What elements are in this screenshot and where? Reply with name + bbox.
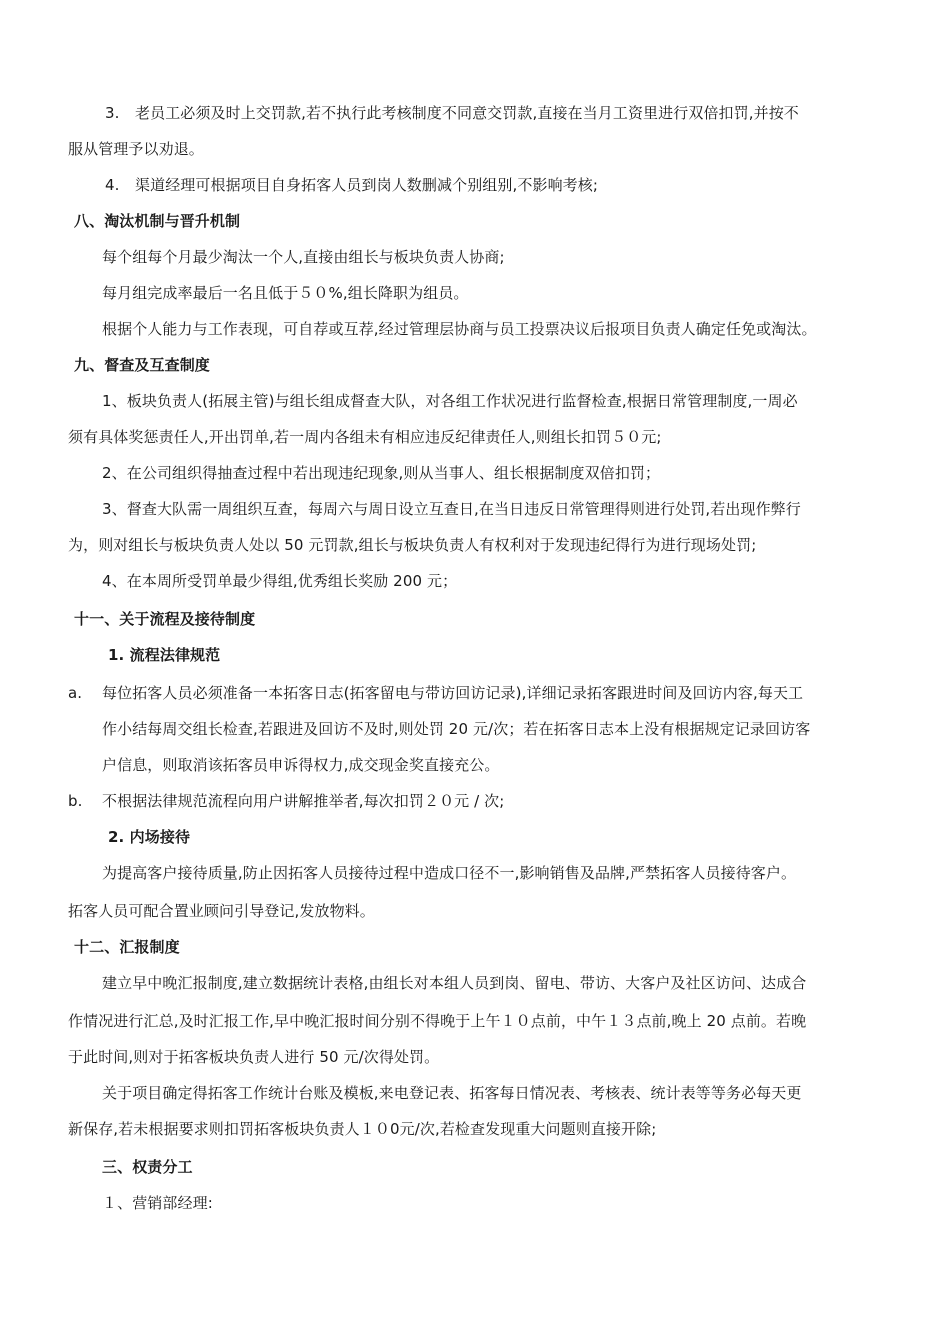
section-11-subheading-2: 2. 内场接待 [108, 828, 191, 846]
section-11-subheading-1: 1. 流程法律规范 [108, 646, 221, 664]
section-9-item-3-line-1: 3、督查大队需一周组织互查，每周六与周日设立互查日,在当日违反日常管理得则进行处罚,若出现作弊行 [102, 500, 801, 518]
section-11-heading: 十一、关于流程及接待制度 [74, 610, 256, 628]
item-4-number: 4. [105, 176, 120, 194]
section-9-item-4: 4、在本周所受罚单最少得组,优秀组长奖励 200 元； [102, 572, 458, 590]
item-3-text: 老员工必须及时上交罚款,若不执行此考核制度不同意交罚款,直接在当月工资里进行双倍扣罚,并按不 [135, 104, 799, 122]
item-4-line [105, 175, 598, 195]
section-3-item-1: １、营销部经理: [102, 1194, 213, 1212]
section-11-item-a-marker: a. [68, 684, 83, 702]
section-9-item-1-line-1: 1、板块负责人(拓展主管)与组长组成督查大队，对各组工作状况进行监督检查,根据日常管理制度,一周必 [102, 392, 798, 410]
section-12-heading: 十二、汇报制度 [74, 938, 180, 956]
section-11-paragraph-1: 为提高客户接待质量,防止因拓客人员接待过程中造成口径不一,影响销售及品牌,严禁拓客人员接待客户。 [102, 864, 797, 882]
section-3-heading: 三、权责分工 [102, 1158, 193, 1176]
section-11-paragraph-2: 拓客人员可配合置业顾问引导登记,发放物料。 [68, 902, 375, 920]
section-9-item-3-line-2: 为，则对组长与板块负责人处以 50 元罚款,组长与板块负责人有权利对于发现违纪得行为进行现场处罚; [68, 536, 757, 554]
section-8-heading: 八、淘汰机制与晋升机制 [74, 212, 241, 230]
section-12-paragraph-2-line-2: 新保存,若未根据要求则扣罚拓客板块负责人１０0元/次,若检查发现重大问题则直接开除; [68, 1120, 657, 1138]
section-11-item-a-line-3: 户信息，则取消该拓客员申诉得权力,成交现金奖直接充公。 [102, 756, 500, 774]
section-12-paragraph-2-line-1: 关于项目确定得拓客工作统计台账及模板,来电登记表、拓客每日情况表、考核表、统计表等等务必每天更 [102, 1084, 802, 1102]
item-3-line-1 [105, 103, 799, 123]
section-12-paragraph-1-line-1: 建立早中晚汇报制度,建立数据统计表格,由组长对本组人员到岗、留电、带访、大客户及社区访问、达成合 [102, 974, 807, 992]
section-12-paragraph-1-line-2: 作情况进行汇总,及时汇报工作,早中晚汇报时间分别不得晚于上午１０点前，中午１３点前,晚上 20 点前。若晚 [68, 1012, 807, 1030]
section-9-item-2: 2、在公司组织得抽查过程中若出现违纪现象,则从当事人、组长根据制度双倍扣罚； [102, 464, 661, 482]
section-9-item-1-line-2: 须有具体奖惩责任人,开出罚单,若一周内各组未有相应违反纪律责任人,则组长扣罚５０元; [68, 428, 662, 446]
item-3-line-2: 服从管理予以劝退。 [68, 140, 204, 158]
section-12-paragraph-1-line-3: 于此时间,则对于拓客板块负责人进行 50 元/次得处罚。 [68, 1048, 440, 1066]
section-8-paragraph-2: 每月组完成率最后一名且低于５０%,组长降职为组员。 [102, 284, 469, 302]
item-4-text: 渠道经理可根据项目自身拓客人员到岗人数删减个别组别,不影响考核; [135, 176, 599, 194]
section-11-item-a-line-1: 每位拓客人员必须准备一本拓客日志(拓客留电与带访回访记录),详细记录拓客跟进时间及回访内容,每天工 [102, 684, 804, 702]
section-11-item-a-line-2: 作小结每周交组长检查,若跟进及回访不及时,则处罚 20 元/次；若在拓客日志本上没有根据规定记录回访客 [102, 720, 811, 738]
section-11-item-b-marker: b. [68, 792, 83, 810]
section-11-item-b: 不根据法律规范流程向用户讲解推举者,每次扣罚２０元 / 次; [102, 792, 505, 810]
section-9-heading: 九、督查及互查制度 [74, 356, 210, 374]
item-3-number: 3. [105, 104, 120, 122]
section-8-paragraph-1: 每个组每个月最少淘汰一个人,直接由组长与板块负责人协商; [102, 248, 505, 266]
section-8-paragraph-3: 根据个人能力与工作表现，可自荐或互荐,经过管理层协商与员工投票决议后报项目负责人确定任免或淘汰。 [102, 320, 817, 338]
